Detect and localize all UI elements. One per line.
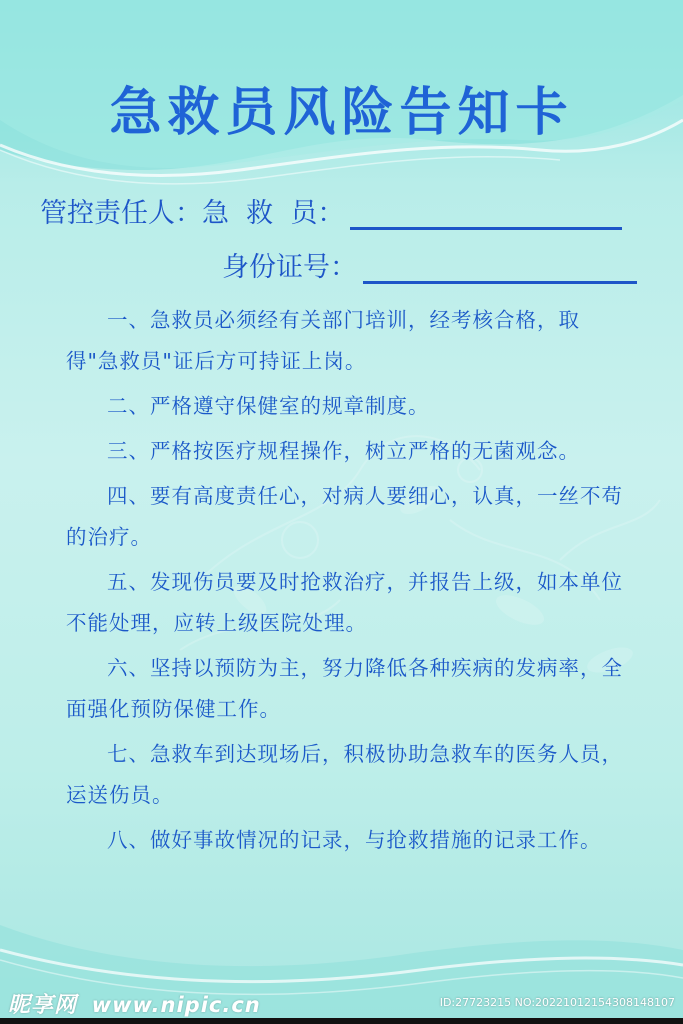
watermark-logo <box>8 988 261 1019</box>
id-number-label: 身份证号： <box>222 252 357 283</box>
manager-label: 管控责任人：急 救 员： <box>40 198 345 229</box>
list-item: 八、做好事故情况的记录，与抢救措施的记录工作。 <box>107 828 602 852</box>
id-number-field-row <box>222 244 637 284</box>
manager-field-row <box>40 190 622 230</box>
bottom-bar <box>0 1018 683 1024</box>
list-item: 七、急救车到达现场后，积极协助急救车的医务人员，运送伤员。 <box>66 742 623 807</box>
manager-blank-line <box>350 199 622 230</box>
list-item: 二、严格遵守保健室的规章制度。 <box>107 394 430 418</box>
risk-items-list <box>66 300 626 865</box>
id-number-blank-line <box>363 253 637 284</box>
page-title: 急救员风险告知卡 <box>109 83 574 143</box>
watermark-id: ID:27723215 NO:20221012154308148107 <box>439 996 675 1009</box>
watermark-logo-text: 昵享网 <box>8 993 78 1018</box>
watermark-url: www.nipic.cn <box>91 993 261 1017</box>
list-item: 五、发现伤员要及时抢救治疗，并报告上级，如本单位不能处理，应转上级医院处理。 <box>66 570 623 635</box>
list-item: 四、要有高度责任心，对病人要细心，认真，一丝不苟的治疗。 <box>66 484 623 549</box>
list-item: 六、坚持以预防为主，努力降低各种疾病的发病率，全面强化预防保健工作。 <box>66 656 623 721</box>
list-item: 一、急救员必须经有关部门培训，经考核合格，取得"急救员"证后方可持证上岗。 <box>66 308 580 373</box>
list-item: 三、严格按医疗规程操作，树立严格的无菌观念。 <box>107 439 580 463</box>
